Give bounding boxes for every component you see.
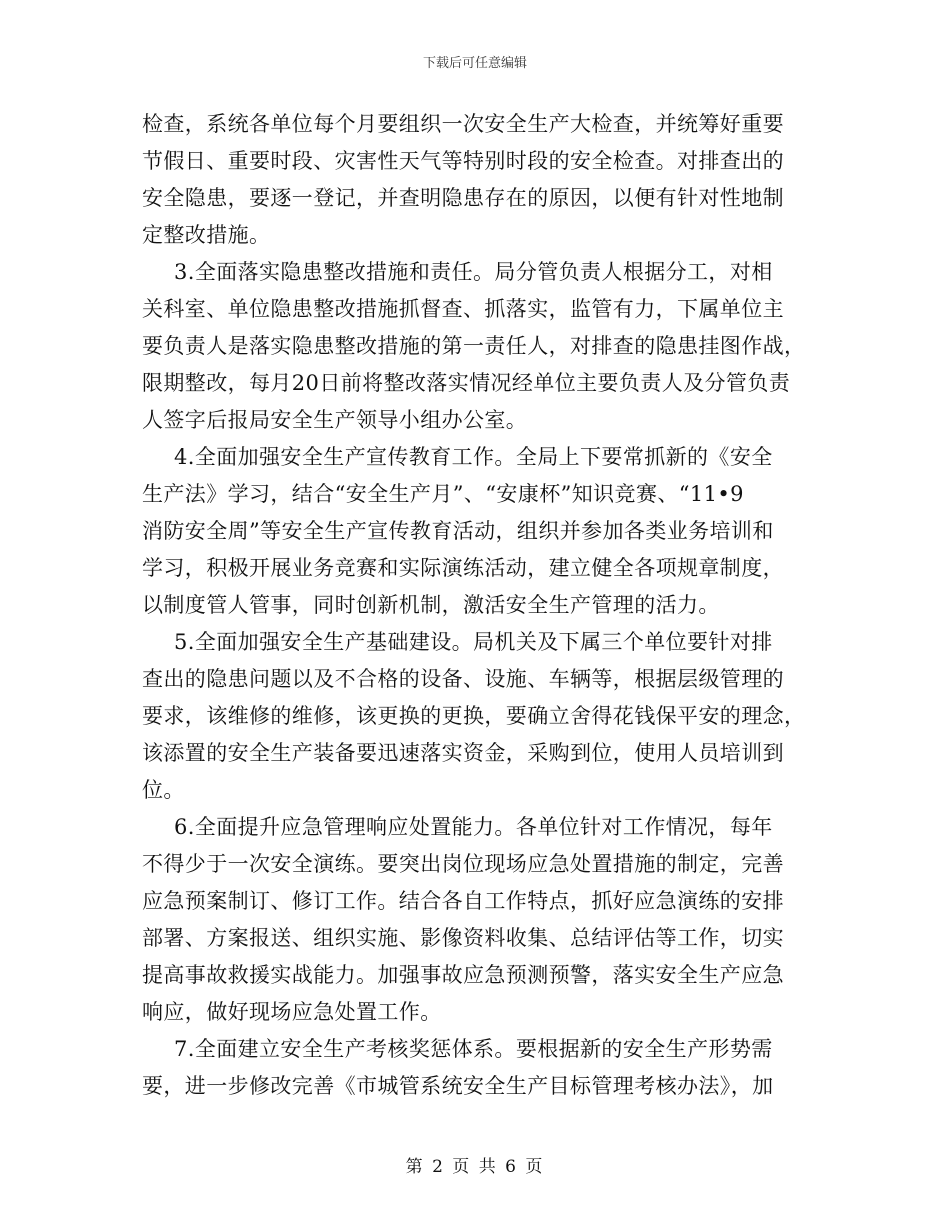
text-line: 要求，该维修的维修，该更换的更换，要确立舍得花钱保平安的理念， <box>142 704 806 728</box>
text-line: 响应，做好现场应急处置工作。 <box>142 1000 442 1024</box>
text-line: 提高事故救援实战能力。加强事故应急预测预警，落实安全生产应急 <box>142 963 784 987</box>
text-line: 安全隐患，要逐一登记，并查明隐患存在的原因，以便有针对性地制 <box>142 186 784 210</box>
text-line: 要，进一步修改完善《市城管系统安全生产目标管理考核办法》，加 <box>142 1074 774 1098</box>
text-line: 该添置的安全生产装备要迅速落实资金，采购到位，使用人员培训到 <box>142 741 784 765</box>
text-line: 限期整改，每月20日前将整改落实情况经单位主要负责人及分管负责 <box>142 371 791 395</box>
text-line: 3.全面落实隐患整改措施和责任。局分管负责人根据分工，对相 <box>174 260 773 284</box>
text-line: 查出的隐患问题以及不合格的设备、设施、车辆等，根据层级管理的 <box>142 667 784 691</box>
page-header: 下载后可任意编辑 <box>422 56 527 71</box>
text-line: 学习，积极开展业务竞赛和实际演练活动，建立健全各项规章制度， <box>142 556 784 580</box>
text-line: 生产法》学习，结合“安全生产月”、“安康杯”知识竞赛、“11•9 <box>142 482 744 506</box>
text-line: 位。 <box>142 778 185 802</box>
text-line: 4.全面加强安全生产宣传教育工作。全局上下要常抓新的《安全 <box>174 445 773 469</box>
text-line: 要负责人是落实隐患整改措施的第一责任人，对排查的隐患挂图作战， <box>142 334 806 358</box>
text-line: 应急预案制订、修订工作。结合各自工作特点，抓好应急演练的安排 <box>142 889 784 913</box>
page-footer: 第 2 页 共 6 页 <box>405 1157 545 1177</box>
text-line: 关科室、单位隐患整改措施抓督查、抓落实，监管有力，下属单位主 <box>142 297 784 321</box>
text-line: 以制度管人管事，同时创新机制，激活安全生产管理的活力。 <box>142 593 720 617</box>
text-line: 5.全面加强安全生产基础建设。局机关及下属三个单位要针对排 <box>174 630 773 654</box>
text-line: 不得少于一次安全演练。要突出岗位现场应急处置措施的制定，完善 <box>142 852 784 876</box>
text-line: 消防安全周”等安全生产宣传教育活动，组织并参加各类业务培训和 <box>142 519 774 543</box>
text-line: 6.全面提升应急管理响应处置能力。各单位针对工作情况，每年 <box>174 815 773 839</box>
text-line: 节假日、重要时段、灾害性天气等特别时段的安全检查。对排查出的 <box>142 149 784 173</box>
text-line: 检查，系统各单位每个月要组织一次安全生产大检查，并统筹好重要 <box>142 112 784 136</box>
text-line: 定整改措施。 <box>142 223 271 247</box>
document-body <box>142 106 808 1105</box>
text-line: 部署、方案报送、组织实施、影像资料收集、总结评估等工作，切实 <box>142 926 784 950</box>
text-line: 7.全面建立安全生产考核奖惩体系。要根据新的安全生产形势需 <box>174 1037 773 1061</box>
text-line: 人签字后报局安全生产领导小组办公室。 <box>142 408 528 432</box>
